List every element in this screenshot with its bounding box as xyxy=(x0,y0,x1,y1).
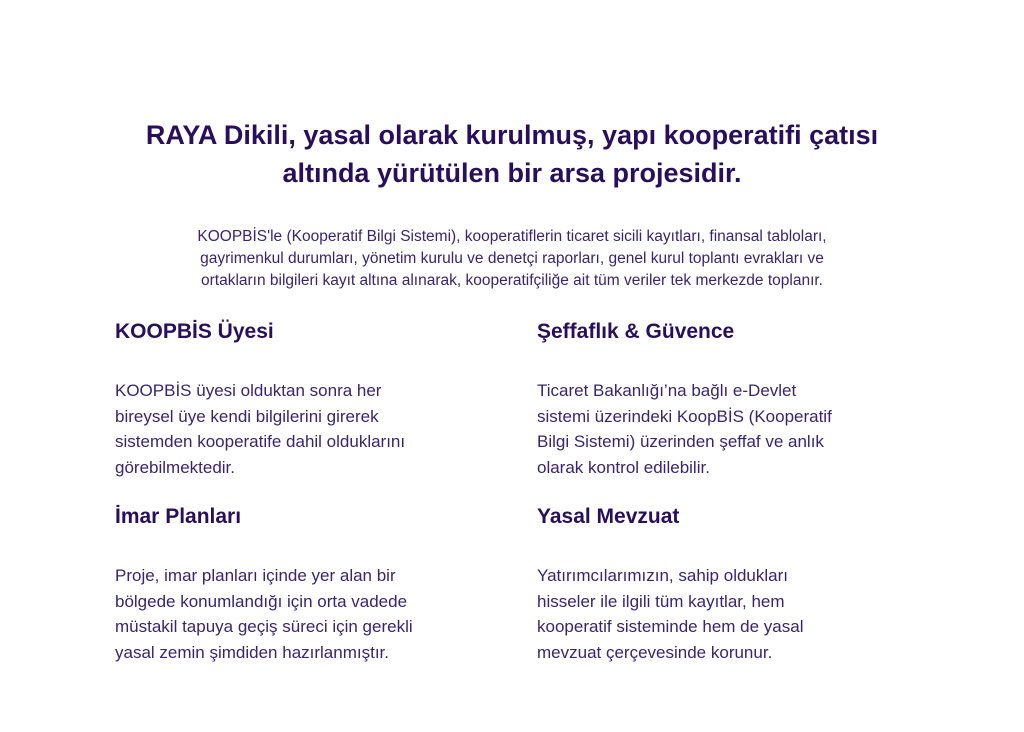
feature-line: Ticaret Bakanlığı’na bağlı e-Devlet xyxy=(537,381,797,400)
feature-line: hisseler ile ilgili tüm kayıtlar, hem xyxy=(537,591,785,611)
feature-description xyxy=(537,378,917,480)
feature-line: mevzuat çerçevesinde korunur. xyxy=(537,642,773,662)
feature-line: bireysel üye kendi bilgilerini girerek xyxy=(115,406,379,426)
intro-line-3: ortakların bilgileri kayıt altına alınarak, kooperatifçiliğe ait tüm veriler tek merkezde toplanır. xyxy=(200,272,823,289)
feature-line: kooperatif sisteminde hem de yasal xyxy=(537,617,804,636)
feature-zoning-plans xyxy=(115,503,495,665)
headline-line-1: RAYA Dikili, yasal olarak kurulmuş, yapı kooperatifi çatısı xyxy=(145,120,879,150)
feature-koopbis-member xyxy=(115,318,495,480)
intro-paragraph xyxy=(100,226,924,292)
feature-line: sistemden kooperatife dahil olduklarını xyxy=(115,432,406,451)
feature-line: Proje, imar planları içinde yer alan bir xyxy=(115,566,396,585)
feature-line: müstakil tapuya geçiş süreci için gerekli xyxy=(115,617,413,636)
feature-transparency xyxy=(537,318,917,480)
feature-line: görebilmektedir. xyxy=(115,457,236,477)
intro-line-2: gayrimenkul durumları, yönetim kurulu ve denetçi raporları, genel kurul toplantı evrakları ve xyxy=(200,250,824,267)
feature-title: Şeffaflık & Güvence xyxy=(537,320,735,343)
feature-line: yasal zemin şimdiden hazırlanmıştır. xyxy=(115,642,389,662)
headline xyxy=(60,116,964,192)
feature-description xyxy=(537,563,917,665)
feature-description xyxy=(115,378,495,480)
feature-line: bölgede konumlandığı için orta vadede xyxy=(115,591,408,611)
intro-line-1: KOOPBİS'le (Kooperatif Bilgi Sistemi), kooperatiflerin ticaret sicili kayıtları, finansal tabloları, xyxy=(197,228,827,245)
feature-line: olarak kontrol edilebilir. xyxy=(537,457,710,477)
feature-line: Bilgi Sistemi) üzerinden şeffaf ve anlık xyxy=(537,432,824,451)
feature-title: KOOPBİS Üyesi xyxy=(115,320,274,343)
feature-line: Yatırımcılarımızın, sahip oldukları xyxy=(537,566,788,585)
feature-title: Yasal Mevzuat xyxy=(537,505,680,528)
headline-line-2: altında yürütülen bir arsa projesidir. xyxy=(282,158,742,188)
feature-title: İmar Planları xyxy=(115,505,242,528)
feature-line: KOOPBİS üyesi olduktan sonra her xyxy=(115,381,382,400)
feature-description xyxy=(115,563,495,665)
feature-line: sistemi üzerindeki KoopBİS (Kooperatif xyxy=(537,406,832,426)
feature-legal-regulation xyxy=(537,503,917,665)
